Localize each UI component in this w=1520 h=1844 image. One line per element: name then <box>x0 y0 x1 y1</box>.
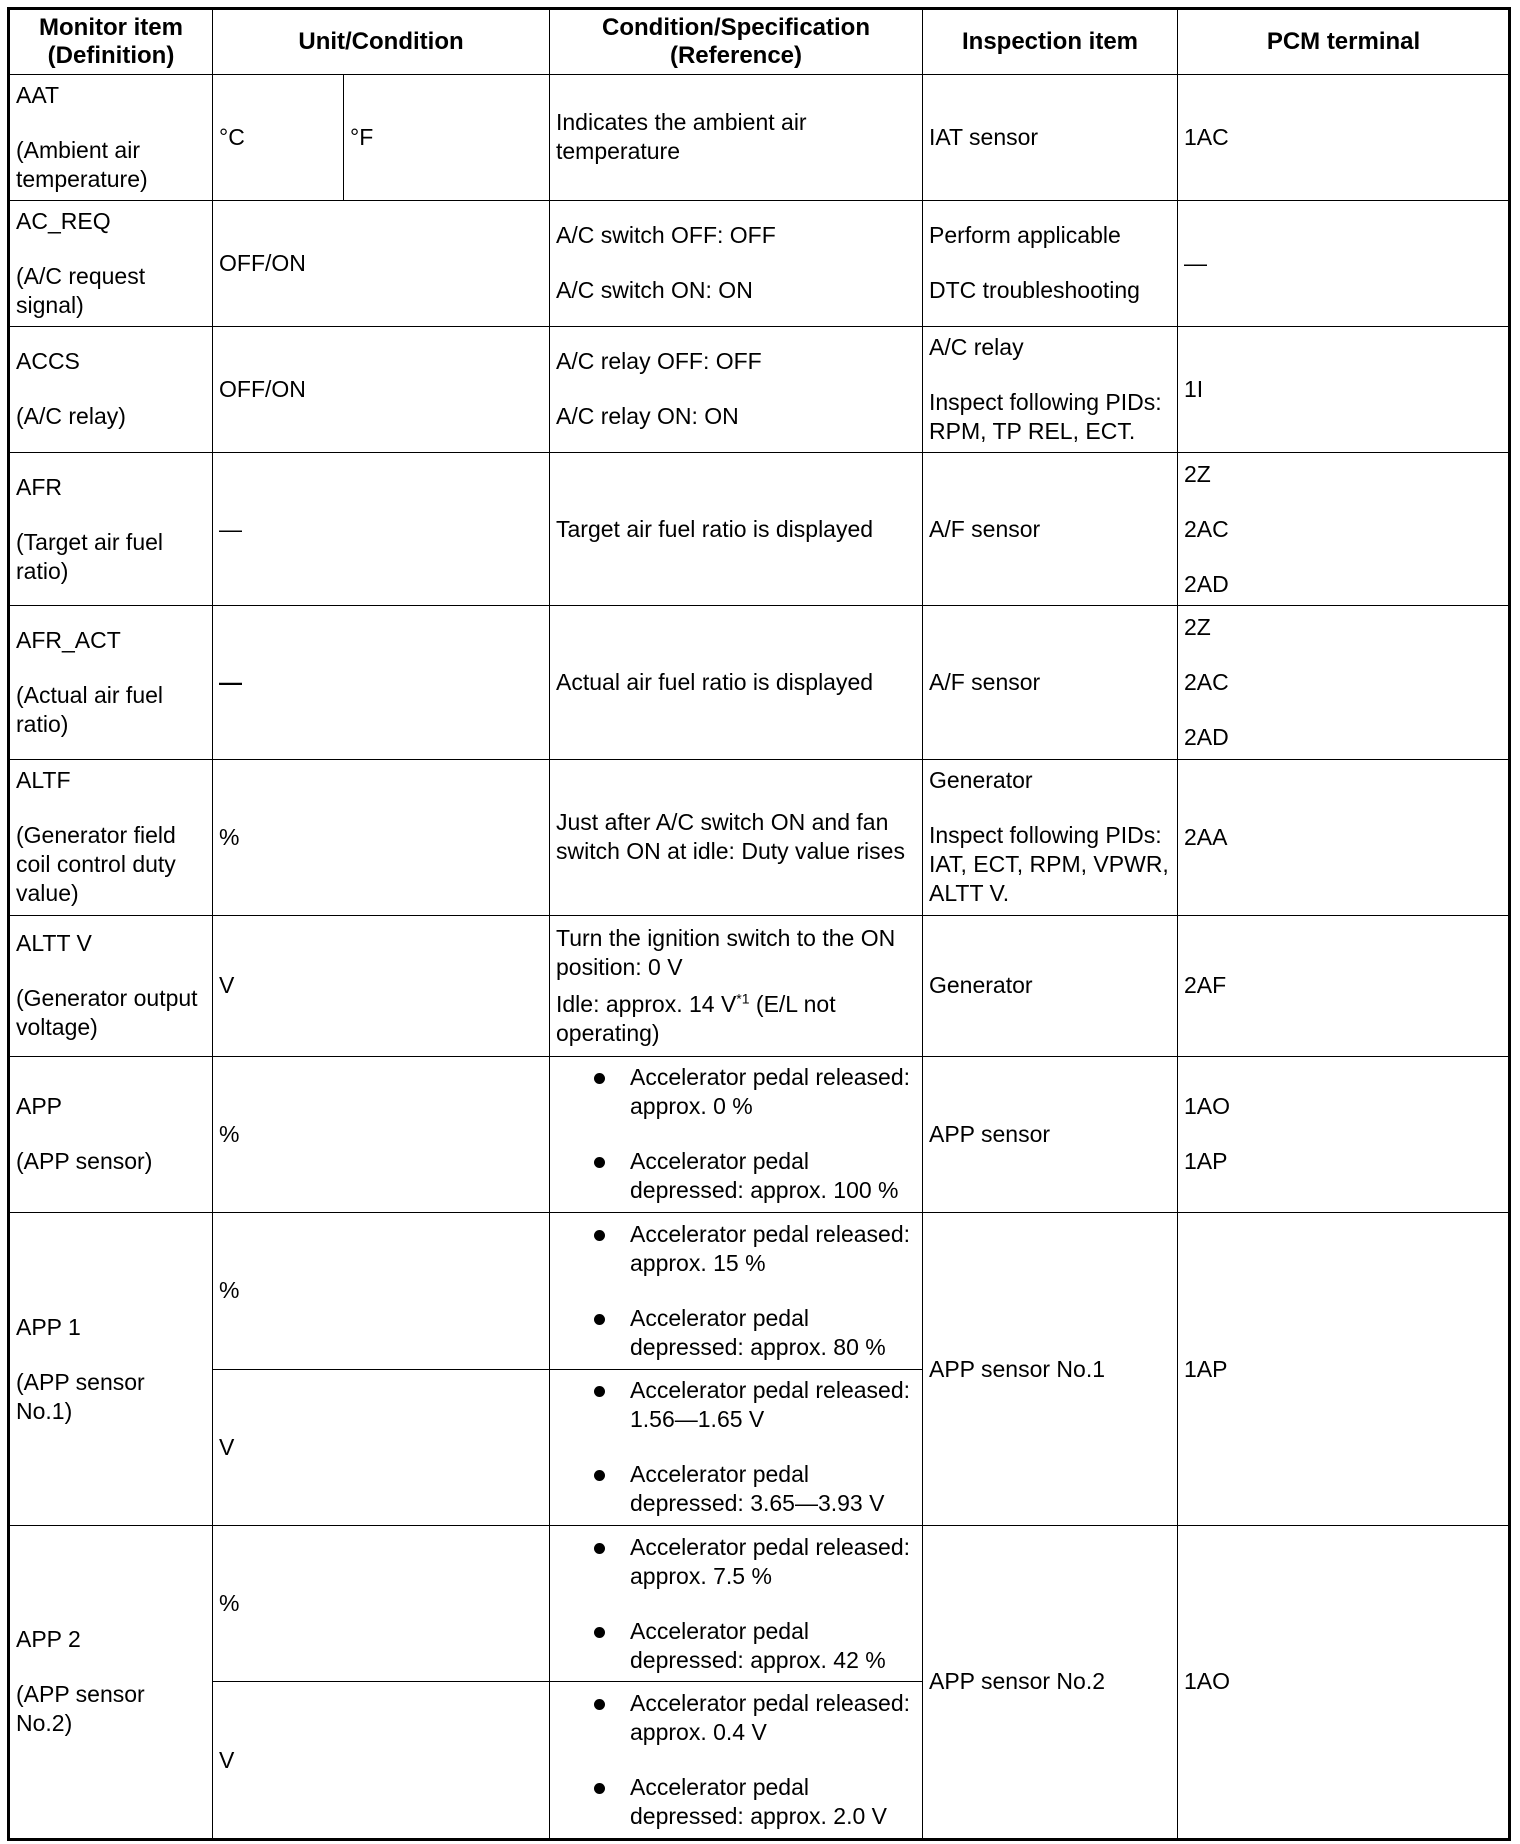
condition-line: A/C switch ON: ON <box>556 277 753 304</box>
condition <box>550 1525 923 1681</box>
header-unit-condition: Unit/Condition <box>213 9 550 75</box>
item-definition: (A/C relay) <box>16 403 126 430</box>
unit: — <box>213 606 550 759</box>
item-name: ALTT V <box>16 930 92 957</box>
condition-line: A/C relay OFF: OFF <box>556 348 762 375</box>
row-afr <box>9 452 1510 605</box>
spec-sheet <box>7 7 1508 1841</box>
terminal-line: 2AC <box>1184 668 1229 695</box>
terminal-line: 2AC <box>1184 515 1229 542</box>
inspection-item <box>923 200 1178 326</box>
condition-line: Turn the ignition switch to the ON position: 0 V <box>556 924 896 980</box>
row-app2-percent <box>9 1525 1510 1681</box>
condition <box>550 1682 923 1840</box>
item-name: AAT <box>16 81 60 108</box>
monitor-item-table <box>7 7 1511 1841</box>
condition <box>550 1369 923 1525</box>
item-definition: (Generator field coil control duty value) <box>16 822 176 907</box>
condition-line <box>556 990 916 1048</box>
inspection-item: A/F sensor <box>923 452 1178 605</box>
terminal-line: 1AO <box>1184 1093 1231 1120</box>
condition: Actual air fuel ratio is displayed <box>550 606 923 759</box>
inspection-item: APP sensor <box>923 1056 1178 1212</box>
condition-line: A/C switch OFF: OFF <box>556 222 776 249</box>
condition <box>550 1056 923 1212</box>
pcm-terminal: — <box>1178 200 1510 326</box>
pcm-terminal <box>1178 452 1510 605</box>
item-name: APP <box>16 1093 63 1120</box>
terminal-line: 2Z <box>1184 460 1211 487</box>
pcm-terminal <box>1178 606 1510 759</box>
unit: V <box>213 915 550 1056</box>
terminal-line: 2Z <box>1184 613 1211 640</box>
terminal-line: 2AD <box>1184 723 1229 750</box>
condition-text: Idle: approx. 14 V <box>556 990 737 1017</box>
condition: Just after A/C switch ON and fan switch ON at idle: Duty value rises <box>550 759 923 915</box>
inspection-item: APP sensor No.1 <box>923 1213 1178 1526</box>
item-definition: (Generator output voltage) <box>16 985 198 1041</box>
footnote-marker: *1 <box>736 990 750 1007</box>
monitor-item <box>9 1213 213 1526</box>
condition-text: (E/L not operating) <box>556 990 836 1046</box>
item-definition: (APP sensor No.2) <box>16 1681 145 1737</box>
monitor-item <box>9 1056 213 1212</box>
unit: V <box>213 1369 550 1525</box>
row-afr-act <box>9 606 1510 759</box>
row-altf <box>9 759 1510 915</box>
condition-bullets <box>556 1689 916 1831</box>
item-name: APP 2 <box>16 1626 81 1653</box>
condition <box>550 200 923 326</box>
bullet-item: Accelerator pedal depressed: approx. 80 % <box>630 1304 916 1362</box>
condition: Indicates the ambient air temperature <box>550 75 923 201</box>
bullet-item: Accelerator pedal released: approx. 0 % <box>630 1063 916 1121</box>
condition-line: A/C relay ON: ON <box>556 403 739 430</box>
pcm-terminal: 1AO <box>1178 1525 1510 1839</box>
bullet-item: Accelerator pedal released: approx. 15 % <box>630 1220 916 1278</box>
condition: Target air fuel ratio is displayed <box>550 452 923 605</box>
pcm-terminal: 1AC <box>1178 75 1510 201</box>
inspection-item <box>923 759 1178 915</box>
condition-bullets <box>556 1220 916 1362</box>
bullet-item: Accelerator pedal depressed: 3.65—3.93 V <box>630 1460 916 1518</box>
monitor-item <box>9 326 213 452</box>
item-name: ACCS <box>16 348 80 375</box>
inspection-item: A/F sensor <box>923 606 1178 759</box>
unit: % <box>213 1056 550 1212</box>
pcm-terminal: 1I <box>1178 326 1510 452</box>
pcm-terminal: 2AF <box>1178 915 1510 1056</box>
inspection-line: Perform applicable <box>929 222 1121 249</box>
item-name: ALTF <box>16 767 71 794</box>
inspection-line: A/C relay <box>929 333 1024 360</box>
item-definition: (Ambient air temperature) <box>16 136 148 192</box>
bullet-item: Accelerator pedal depressed: approx. 42 % <box>630 1617 916 1675</box>
pcm-terminal: 2AA <box>1178 759 1510 915</box>
item-definition: (A/C request signal) <box>16 262 146 318</box>
header-pcm-terminal: PCM terminal <box>1178 9 1510 75</box>
row-ac-req <box>9 200 1510 326</box>
inspection-item: Generator <box>923 915 1178 1056</box>
inspection-item: APP sensor No.2 <box>923 1525 1178 1839</box>
monitor-item <box>9 759 213 915</box>
bullet-item: Accelerator pedal released: approx. 0.4 V <box>630 1689 916 1747</box>
unit: — <box>213 452 550 605</box>
condition-bullets <box>556 1063 916 1205</box>
condition <box>550 1213 923 1369</box>
unit: OFF/ON <box>213 326 550 452</box>
condition-bullets <box>556 1533 916 1675</box>
inspection-line: Generator <box>929 767 1033 794</box>
header-row <box>9 9 1510 75</box>
item-definition: (Target air fuel ratio) <box>16 528 164 584</box>
inspection-line: Inspect following PIDs: IAT, ECT, RPM, VPWR, ALTT V. <box>929 822 1169 907</box>
terminal-line: 1AP <box>1184 1148 1228 1175</box>
monitor-item <box>9 75 213 201</box>
condition <box>550 915 923 1056</box>
condition <box>550 326 923 452</box>
inspection-item <box>923 326 1178 452</box>
monitor-item <box>9 200 213 326</box>
item-definition: (APP sensor No.1) <box>16 1368 145 1424</box>
monitor-item <box>9 606 213 759</box>
pcm-terminal <box>1178 1056 1510 1212</box>
unit-fahrenheit: °F <box>344 75 550 201</box>
row-app <box>9 1056 1510 1212</box>
unit: V <box>213 1682 550 1840</box>
unit-celsius: °C <box>213 75 344 201</box>
monitor-item <box>9 452 213 605</box>
inspection-line: Inspect following PIDs: RPM, TP REL, ECT. <box>929 388 1162 444</box>
item-definition: (APP sensor) <box>16 1148 153 1175</box>
inspection-item: IAT sensor <box>923 75 1178 201</box>
terminal-line: 2AD <box>1184 570 1229 597</box>
item-name: AFR <box>16 473 62 500</box>
header-monitor-item: Monitor item (Definition) <box>9 9 213 75</box>
item-name: APP 1 <box>16 1313 81 1340</box>
item-definition: (Actual air fuel ratio) <box>16 681 164 737</box>
bullet-item: Accelerator pedal depressed: approx. 2.0 V <box>630 1773 916 1831</box>
unit: % <box>213 759 550 915</box>
monitor-item <box>9 1525 213 1839</box>
bullet-item: Accelerator pedal released: 1.56—1.65 V <box>630 1376 916 1434</box>
header-inspection-item: Inspection item <box>923 9 1178 75</box>
unit: % <box>213 1213 550 1369</box>
row-accs <box>9 326 1510 452</box>
bullet-item: Accelerator pedal depressed: approx. 100 % <box>630 1147 916 1205</box>
item-name: AFR_ACT <box>16 626 121 653</box>
item-name: AC_REQ <box>16 207 111 234</box>
unit: % <box>213 1525 550 1681</box>
unit: OFF/ON <box>213 200 550 326</box>
inspection-line: DTC troubleshooting <box>929 277 1140 304</box>
header-condition-specification: Condition/Specification (Reference) <box>550 9 923 75</box>
pcm-terminal: 1AP <box>1178 1213 1510 1526</box>
row-aat <box>9 75 1510 201</box>
condition-bullets <box>556 1376 916 1518</box>
monitor-item <box>9 915 213 1056</box>
row-app1-percent <box>9 1213 1510 1369</box>
bullet-item: Accelerator pedal released: approx. 7.5 % <box>630 1533 916 1591</box>
row-altt-v <box>9 915 1510 1056</box>
